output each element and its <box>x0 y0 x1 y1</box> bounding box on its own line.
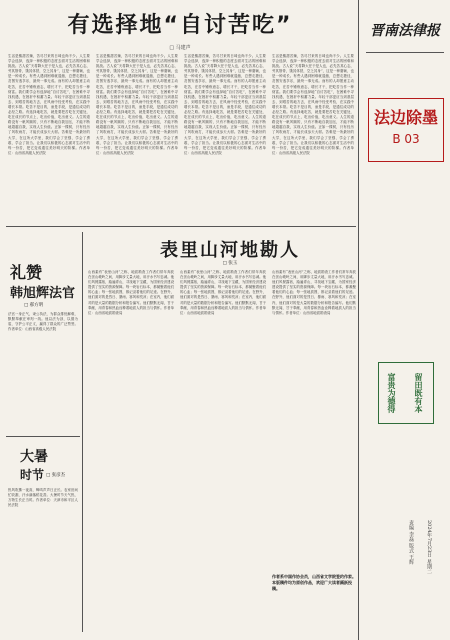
story2-body: 热风吹拂一夜高，蝉鸣声声日正长。农家田间忙收割，汗水滴落稻花香。大暑时节天气热，万物生长正当时。作者单位：天津市和平区人民法院 <box>8 488 78 508</box>
masthead-rule <box>366 52 444 53</box>
stamp-line-2: 留田既有本 <box>414 373 424 413</box>
section-title <box>368 98 444 162</box>
top-article-col-2: 生活是酸甜苦辣，苦尽甘来的日味也尚不少。人生要学会选择，选择一种积极的态度去面对生活的困难和挑战。古人说“天将降大任于是人也，必先苦其心志，劳其筋骨，饿其体肤，空乏其身”，这是一种磨砺，也是一种成长。有些人遇到困难就退缩，总想走捷径，贪图安逸享乐，最终一事无成。而有的人却愿意主动吃苦，在苦中锤炼意志，增长才干，把吃苦当作一种财富。我们要学会有选择地“自讨苦吃”，在困难中寻找机遇，在挫折中积蓄力量。年轻干部更应当到基层去、到艰苦的地方去，在风雨中经受考验，在实践中增长本领。吃苦不是目的，而是手段，是通往成功的必经之路。有选择地吃苦，就是要把苦吃在关键处，吃在成长的节点上，吃出价值，吃出意义。人生的道路没有一帆风顺的，只有不断地自我加压，才能不断地超越自我，实现人生价值。正如一棵树，只有经历了风吹雨打，才能长成参天大树。苦难是一所最好的大学，在这所大学里，我们学会了坚强、学会了勇敢、学会了担当。让我们以积极的心态面对生活中的每一份苦，把它变成通往美好明天的阶梯。作者单位：山西省高级人民法院 <box>96 54 178 155</box>
masthead: 晋南法律报 <box>370 23 440 39</box>
top-article-col-1: 生活是酸甜苦辣，苦尽甘来的日味也尚不少。人生要学会选择，选择一种积极的态度去面对生活的困难和挑战。古人说“天将降大任于是人也，必先苦其心志，劳其筋骨，饿其体肤，空乏其身”，这是一种磨砺，也是一种成长。有些人遇到困难就退缩，总想走捷径，贪图安逸享乐，最终一事无成。而有的人却愿意主动吃苦，在苦中锤炼意志，增长才干，把吃苦当作一种财富。我们要学会有选择地“自讨苦吃”，在困难中寻找机遇，在挫折中积蓄力量。年轻干部更应当到基层去、到艰苦的地方去，在风雨中经受考验，在实践中增长本领。吃苦不是目的，而是手段，是通往成功的必经之路。有选择地吃苦，就是要把苦吃在关键处，吃在成长的节点上，吃出价值，吃出意义。人生的道路没有一帆风顺的，只有不断地自我加压，才能不断地超越自我，实现人生价值。正如一棵树，只有经历了风吹雨打，才能长成参天大树。苦难是一所最好的大学，在这所大学里，我们学会了坚强、学会了勇敢、学会了担当。让我们以积极的心态面对生活中的每一份苦，把它变成通往美好明天的阶梯。作者单位：山西省高级人民法院 <box>8 54 90 155</box>
left-column-rule <box>82 232 83 632</box>
story-divider <box>6 436 80 437</box>
story2-title-1: 大暑 <box>20 449 48 465</box>
mid-article-col-2: 山西素有“表里山河”之称，地质勘查工作者们常年奔波在崇山峻岭之间，用脚步丈量大地，用汗水书写忠诚。他们风餐露宿，踏遍青山，寻找地下宝藏，为国家经济建设提供了坚实的资源保障。每一块岩石标本，都凝聚着他们的心血；每一张地质图，都记录着他们的足迹。在野外，他们面对的是烈日、暴雨、寒风和荒凉；在室内，他们面对的是大量的数据分析和报告编写。他们默默无闻，甘于奉献，用青春和热血诠释着地质人的担当与情怀。作者单位：山西省地质勘查局 <box>180 270 266 315</box>
story2-byline: □ 张彦杰 <box>46 473 66 478</box>
story1-byline: □ 郝方明 <box>24 303 44 308</box>
section-divider <box>6 226 356 227</box>
mid-byline: □ 张玉 <box>222 261 238 266</box>
story1-title-1: 礼赞 <box>10 263 43 282</box>
page-code: B 03 <box>392 132 420 146</box>
editor-label: 责编 李磊 版式 王辉 <box>408 520 414 565</box>
sidebar <box>360 0 450 640</box>
footnote: 作者系中国作协会员，山西省文学院签约作家。本版稿件均为原创作品，欢迎广大读者踊跃投稿。 <box>272 574 356 591</box>
sidebar-rule <box>358 0 359 640</box>
story1-title-2: 韩旭辉法官 <box>10 286 76 301</box>
stamp-line-1: 富贵为德得 <box>387 373 397 413</box>
mid-headline: 表里山河地勘人 <box>160 240 300 261</box>
mid-article-col-3: 山西素有“表里山河”之称，地质勘查工作者们常年奔波在崇山峻岭之间，用脚步丈量大地，用汗水书写忠诚。他们风餐露宿，踏遍青山，寻找地下宝藏，为国家经济建设提供了坚实的资源保障。每一块岩石标本，都凝聚着他们的心血；每一张地质图，都记录着他们的足迹。在野外，他们面对的是烈日、暴雨、寒风和荒凉；在室内，他们面对的是大量的数据分析和报告编写。他们默默无闻，甘于奉献，用青春和热血诠释着地质人的担当与情怀。作者单位：山西省地质勘查局 <box>272 270 356 315</box>
left-column <box>6 232 80 634</box>
top-byline: □ 马建声 <box>169 45 191 51</box>
mid-article-col-1: 山西素有“表里山河”之称，地质勘查工作者们常年奔波在崇山峻岭之间，用脚步丈量大地，用汗水书写忠诚。他们风餐露宿，踏遍青山，寻找地下宝藏，为国家经济建设提供了坚实的资源保障。每一块岩石标本，都凝聚着他们的心血；每一张地质图，都记录着他们的足迹。在野外，他们面对的是烈日、暴雨、寒风和荒凉；在室内，他们面对的是大量的数据分析和报告编写。他们默默无闻，甘于奉献，用青春和热血诠释着地质人的担当与情怀。作者单位：山西省地质勘查局 <box>88 270 174 315</box>
stamp-box <box>378 362 434 424</box>
story1-body: 法官一身正气，秉公执法，为群众排忧解难，默默奉献在审判一线。他以法为剑，以德为盾，守护公平正义，赢得了群众的广泛赞誉。作者单位：山西省高级人民法院 <box>8 312 78 332</box>
date-label: 2024年7月23日 星期二 <box>426 520 432 574</box>
section-title-text: 法边除墨 <box>373 108 438 127</box>
top-article-col-3: 生活是酸甜苦辣，苦尽甘来的日味也尚不少。人生要学会选择，选择一种积极的态度去面对生活的困难和挑战。古人说“天将降大任于是人也，必先苦其心志，劳其筋骨，饿其体肤，空乏其身”，这是一种磨砺，也是一种成长。有些人遇到困难就退缩，总想走捷径，贪图安逸享乐，最终一事无成。而有的人却愿意主动吃苦，在苦中锤炼意志，增长才干，把吃苦当作一种财富。我们要学会有选择地“自讨苦吃”，在困难中寻找机遇，在挫折中积蓄力量。年轻干部更应当到基层去、到艰苦的地方去，在风雨中经受考验，在实践中增长本领。吃苦不是目的，而是手段，是通往成功的必经之路。有选择地吃苦，就是要把苦吃在关键处，吃在成长的节点上，吃出价值，吃出意义。人生的道路没有一帆风顺的，只有不断地自我加压，才能不断地超越自我，实现人生价值。正如一棵树，只有经历了风吹雨打，才能长成参天大树。苦难是一所最好的大学，在这所大学里，我们学会了坚强、学会了勇敢、学会了担当。让我们以积极的心态面对生活中的每一份苦，把它变成通往美好明天的阶梯。作者单位：山西省高级人民法院 <box>184 54 266 155</box>
top-headline: 有选择地“自讨苦吃” <box>67 13 293 38</box>
story2-title-2: 时节 <box>20 468 45 482</box>
top-article-col-4: 生活是酸甜苦辣，苦尽甘来的日味也尚不少。人生要学会选择，选择一种积极的态度去面对生活的困难和挑战。古人说“天将降大任于是人也，必先苦其心志，劳其筋骨，饿其体肤，空乏其身”，这是一种磨砺，也是一种成长。有些人遇到困难就退缩，总想走捷径，贪图安逸享乐，最终一事无成。而有的人却愿意主动吃苦，在苦中锤炼意志，增长才干，把吃苦当作一种财富。我们要学会有选择地“自讨苦吃”，在困难中寻找机遇，在挫折中积蓄力量。年轻干部更应当到基层去、到艰苦的地方去，在风雨中经受考验，在实践中增长本领。吃苦不是目的，而是手段，是通往成功的必经之路。有选择地吃苦，就是要把苦吃在关键处，吃在成长的节点上，吃出价值，吃出意义。人生的道路没有一帆风顺的，只有不断地自我加压，才能不断地超越自我，实现人生价值。正如一棵树，只有经历了风吹雨打，才能长成参天大树。苦难是一所最好的大学，在这所大学里，我们学会了坚强、学会了勇敢、学会了担当。让我们以积极的心态面对生活中的每一份苦，把它变成通往美好明天的阶梯。作者单位：山西省高级人民法院 <box>272 54 354 155</box>
